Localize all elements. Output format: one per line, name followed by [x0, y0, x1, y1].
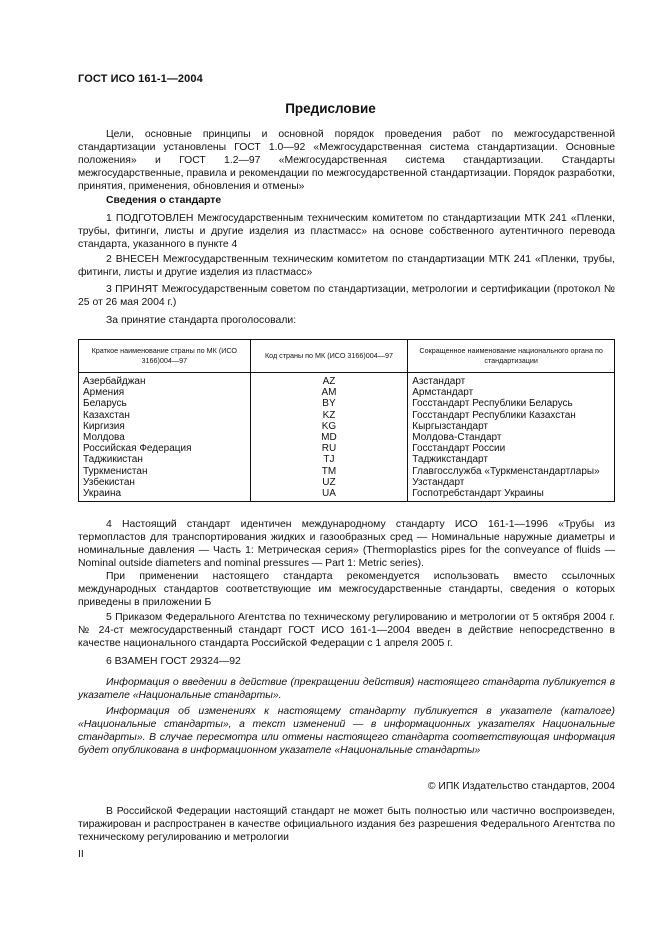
table-row — [79, 432, 615, 443]
code-cell: AM — [250, 387, 408, 398]
code-cell: MD — [250, 432, 408, 443]
code-cell: UA — [250, 488, 408, 502]
column-header-country: Краткое наименование страны по МК (ИСО 3166)004—97 — [79, 340, 251, 373]
table-row — [79, 477, 615, 488]
country-cell: Казахстан — [79, 410, 251, 421]
table-row — [79, 373, 615, 388]
table-row — [79, 410, 615, 421]
country-cell: Беларусь — [79, 398, 251, 409]
info-italic-paragraph-2: Информация об изменениях к настоящему стандарту публикуется в указателе (каталоге) «Национальные стандарты», а текст изменений — в информационных указателях Национальные стандарты». В случае пересмотра или отмены настоящего стандарта соответствующая информация будет опубликована в информационном указателе «Национальные стандарты» — [78, 706, 615, 756]
country-cell: Молдова — [79, 432, 251, 443]
voting-countries-table — [78, 339, 615, 502]
code-cell: KG — [250, 421, 408, 432]
item-2-paragraph: 2 ВНЕСЕН Межгосударственным техническим комитетом по стандартизации МТК 241 «Пленки, трубы, фитинги, листы и другие изделия из пластмасс» — [78, 254, 615, 278]
table-row — [79, 398, 615, 409]
table-row — [79, 421, 615, 432]
page-number: II — [78, 849, 84, 860]
code-cell: UZ — [250, 477, 408, 488]
code-cell: RU — [250, 443, 408, 454]
code-cell: AZ — [250, 373, 408, 388]
code-cell: BY — [250, 398, 408, 409]
table-row — [79, 488, 615, 502]
body-cell: Молдова-Стандарт — [408, 432, 615, 443]
vote-intro: За принятие стандарта проголосовали: — [106, 315, 297, 326]
item-1-paragraph: 1 ПОДГОТОВЛЕН Межгосударственным техническим комитетом по стандартизации МТК 241 «Пленки, трубы, фитинги, листы и другие изделия из пластмасс» на основе собственного аутентичного перевода стандарта, указанного в пункте 4 — [78, 213, 615, 250]
country-cell: Азербайджан — [79, 373, 251, 388]
body-cell: Госпотребстандарт Украины — [408, 488, 615, 502]
item-5-paragraph: 5 Приказом Федерального Агентства по техническому регулированию и метрологии от 5 октября 2004 г. № 24-ст межгосударственный стандарт ГОСТ ИСО 161-1—2004 введен в действие непосредственно в качестве национального стандарта Российской Федерации с 1 апреля 2005 г. — [78, 612, 615, 649]
body-cell: Таджикстандарт — [408, 454, 615, 465]
table-body — [79, 373, 615, 502]
body-cell: Главгосслужба «Туркменстандартлары» — [408, 466, 615, 477]
info-italic-paragraph-1: Информация о введении в действие (прекращении действия) настоящего стандарта публикуется в указателе «Национальные стандарты». — [78, 677, 615, 701]
table-row — [79, 454, 615, 465]
country-cell: Армения — [79, 387, 251, 398]
item-6-paragraph: 6 ВЗАМЕН ГОСТ 29324—92 — [106, 656, 241, 667]
table-header-row — [79, 340, 615, 373]
table-row — [79, 466, 615, 477]
document-id-header: ГОСТ ИСО 161-1—2004 — [78, 73, 203, 85]
country-cell: Узбекистан — [79, 477, 251, 488]
code-cell: TJ — [250, 454, 408, 465]
country-cell: Российская Федерация — [79, 443, 251, 454]
page-title: Предисловие — [285, 101, 376, 116]
intro-paragraph: Цели, основные принципы и основной порядок проведения работ по межгосударственной стандартизации установлены ГОСТ 1.0—92 «Межгосударственная система стандартизации. Основные положения» и ГОСТ 1.2—97 «Межгосударственная система стандартизации. Стандарты межгосударственные, правила и рекомендации по межгосударственной стандартизации. Порядок разработки, принятия, применения, обновления и отмены» — [78, 129, 615, 192]
body-cell: Госстандарт России — [408, 443, 615, 454]
country-cell: Таджикистан — [79, 454, 251, 465]
item-4-paragraph: 4 Настоящий стандарт идентичен международному стандарту ИСО 161-1—1996 «Трубы из термопластов для транспортирования жидких и газообразных сред — Номинальные наружные диаметры и номинальные давления — Часть 1: Метрическая серия» (Thermoplastics pipes for the conveyance of fluids — Nominal outside diameters and nominal pressures — Part 1: Metric series). — [78, 519, 615, 569]
country-cell: Украина — [79, 488, 251, 502]
table-row — [79, 387, 615, 398]
item-3-paragraph: 3 ПРИНЯТ Межгосударственным советом по стандартизации, метрологии и сертификации (протокол № 25 от 26 мая 2004 г.) — [78, 284, 615, 308]
column-header-body: Сокращенное наименование национального органа по стандартизации — [408, 340, 615, 373]
body-cell: Госстандарт Республики Казахстан — [408, 410, 615, 421]
code-cell: TM — [250, 466, 408, 477]
country-cell: Киргизия — [79, 421, 251, 432]
body-cell: Армстандарт — [408, 387, 615, 398]
body-cell: Узстандарт — [408, 477, 615, 488]
body-cell: Кыргызстандарт — [408, 421, 615, 432]
item-4-note-paragraph: При применении настоящего стандарта рекомендуется использовать вместо ссылочных международных стандартов соответствующие им межгосударственные стандарты, сведения о которых приведены в приложении Б — [78, 571, 615, 608]
table-row — [79, 443, 615, 454]
country-cell: Туркменистан — [79, 466, 251, 477]
body-cell: Госстандарт Республики Беларусь — [408, 398, 615, 409]
body-cell: Азстандарт — [408, 373, 615, 388]
column-header-code: Код страны по МК (ИСО 3166)004—97 — [250, 340, 408, 373]
rights-notice-paragraph: В Российской Федерации настоящий стандарт не может быть полностью или частично воспроизведен, тиражирован и распространен в качестве официального издания без разрешения Федерального Агентства по техническому регулированию и метрологии — [78, 806, 615, 843]
copyright-notice: © ИПК Издательство стандартов, 2004 — [427, 781, 615, 792]
code-cell: KZ — [250, 410, 408, 421]
info-heading: Сведения о стандарте — [106, 195, 222, 206]
